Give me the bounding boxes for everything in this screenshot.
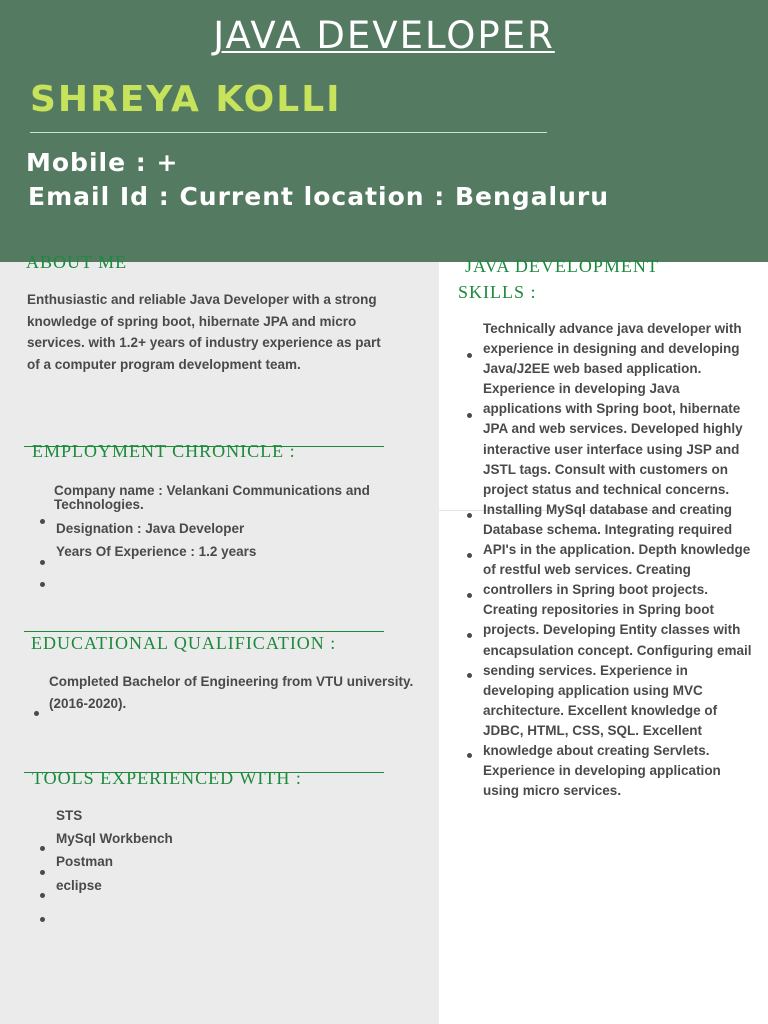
bullet bbox=[40, 846, 45, 851]
bullet bbox=[467, 753, 472, 758]
header-divider bbox=[30, 132, 547, 133]
about-me-text: Enthusiastic and reliable Java Developer with a strong knowledge of spring boot, hibernate JPA and micro services. with 1.2+ years of industry experience as part of a computer program development team. bbox=[27, 292, 381, 372]
tool-item: MySql Workbench bbox=[56, 831, 173, 846]
company-name-line1: Company name : Velankani Communications and bbox=[54, 483, 370, 498]
skills-heading-line1: JAVA DEVELOPMENT bbox=[465, 256, 659, 276]
job-title: JAVA DEVELOPER bbox=[213, 14, 555, 57]
tool-item: eclipse bbox=[56, 878, 102, 893]
education-line2: (2016-2020). bbox=[49, 696, 127, 711]
bullet bbox=[40, 560, 45, 565]
company-name-line2: Technologies. bbox=[54, 497, 144, 512]
tool-item: STS bbox=[56, 808, 83, 823]
tools-heading: TOOLS EXPERIENCED WITH : bbox=[32, 768, 302, 788]
bullet bbox=[40, 870, 45, 875]
bullet bbox=[467, 413, 472, 418]
education-line1: Completed Bachelor of Engineering from VTU university. bbox=[49, 674, 414, 689]
education-heading: EDUCATIONAL QUALIFICATION : bbox=[31, 633, 337, 653]
education-rule bbox=[24, 631, 384, 632]
bullet bbox=[467, 553, 472, 558]
designation: Designation : Java Developer bbox=[56, 521, 245, 536]
bullet bbox=[467, 593, 472, 598]
bullet bbox=[40, 519, 45, 524]
candidate-name: SHREYA KOLLI bbox=[30, 79, 342, 120]
bullet bbox=[34, 711, 39, 716]
about-me-heading: ABOUT ME bbox=[26, 252, 128, 272]
mobile-line: Mobile : + bbox=[26, 148, 179, 177]
employment-heading: EMPLOYMENT CHRONICLE : bbox=[32, 441, 296, 461]
bullet bbox=[467, 633, 472, 638]
bullet bbox=[467, 673, 472, 678]
bullet bbox=[40, 582, 45, 587]
bullet bbox=[467, 513, 472, 518]
header-banner bbox=[0, 0, 768, 262]
bullet bbox=[467, 353, 472, 358]
skills-paragraph: Technically advance java developer with experience in designing and developing Java/J2EE web based application. Experience in developing Java applications with Spring boot, hibernate JPA and web services. Developed highly interactive user interface using JSP and JSTL tags. Consult with customers on project status and technical concerns. Installing MySql database and creating Database schema. Integrating required API's in the application. Depth knowledge of restful web services. Creating controllers in Spring boot projects. Creating repositories in Spring boot projects. Developing Entity classes with encapsulation concept. Configuring email sending services. Experience in developing application using MVC architecture. Excellent knowledge of JDBC, HTML, CSS, SQL. Excellent knowledge about creating Servlets. Experience in developing application using micro services. bbox=[483, 321, 752, 799]
tool-item: Postman bbox=[56, 854, 114, 869]
email-location-line: Email Id : Current location : Bengaluru bbox=[28, 182, 610, 211]
years-of-experience: Years Of Experience : 1.2 years bbox=[56, 544, 257, 559]
skills-text bbox=[483, 319, 753, 801]
bullet bbox=[40, 893, 45, 898]
skills-heading-line2: SKILLS : bbox=[458, 282, 537, 302]
bullet bbox=[40, 917, 45, 922]
